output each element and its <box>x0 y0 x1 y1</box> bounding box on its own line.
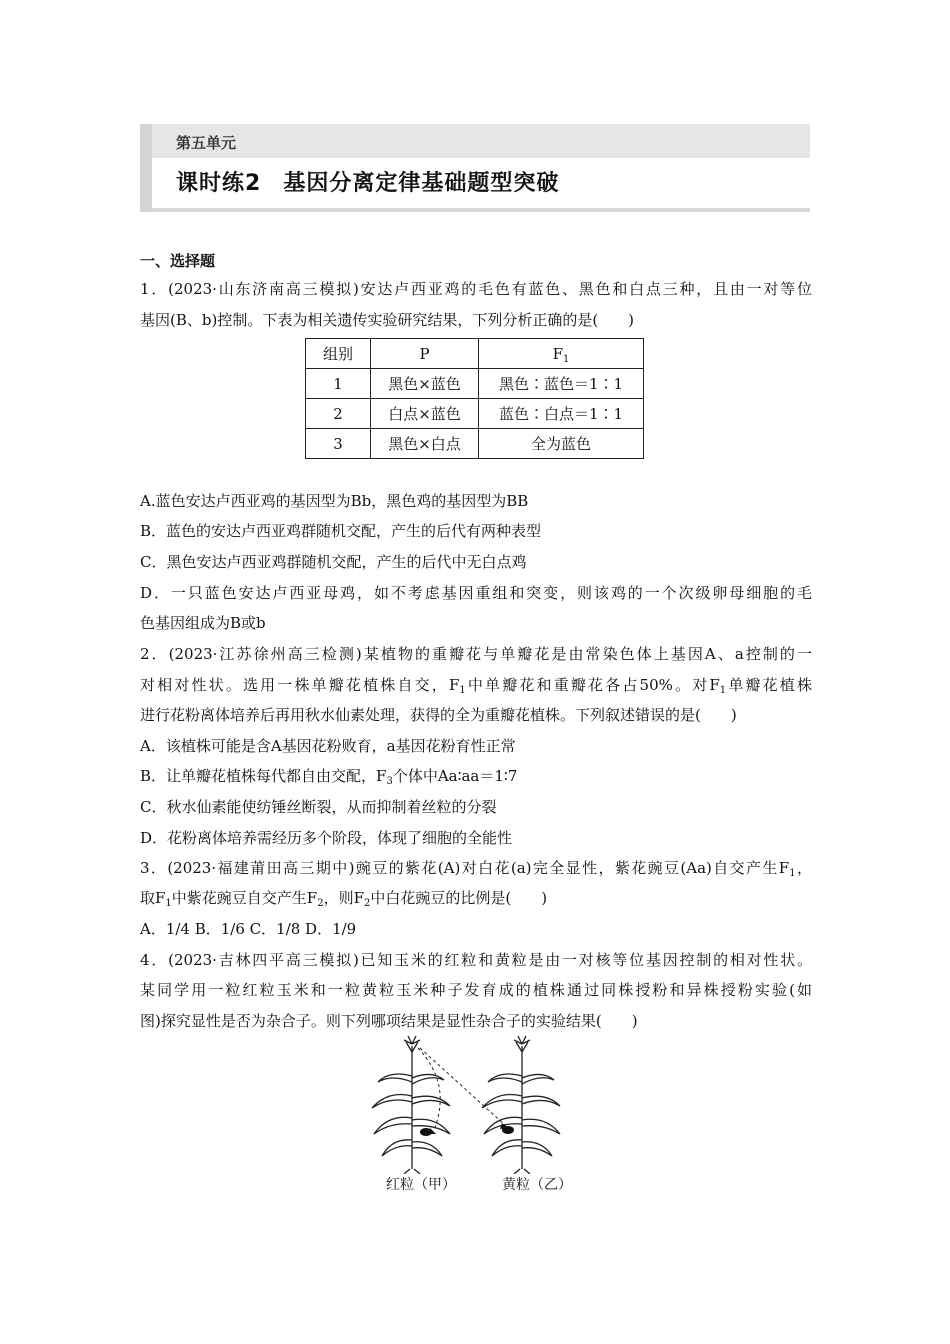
table-cell: 黑色×蓝色 <box>371 369 479 399</box>
q2-option-b-text-2: 个体中Aa∶aa＝1∶7 <box>392 767 518 785</box>
table-cell: 蓝色∶白点＝1∶1 <box>479 399 644 429</box>
q3-text-1b: ， <box>795 859 812 877</box>
pollination-arrows-icon <box>418 1048 506 1130</box>
corn-plants-illustration <box>360 1034 600 1174</box>
q2-option-c: C．秋水仙素能使纺锤丝断裂，从而抑制着丝粒的分裂 <box>140 798 497 816</box>
q3-line-2 <box>140 888 812 908</box>
q4-text-1: 已知玉米的红粒和黄粒是由一对核等位基因控制的相对性状。 <box>358 951 812 969</box>
q1-number: 1 <box>140 280 150 298</box>
q4-line-3: 图)探究显性是否为杂合子。则下列哪项结果是显性杂合子的实验结果( ) <box>140 1012 638 1030</box>
q1-option-d-line-1: D．一只蓝色安达卢西亚母鸡，如不考虑基因重组和突变，则该鸡的一个次级卵母细胞的毛 <box>140 584 812 602</box>
q2-text-1: 某植物的重瓣花与单瓣花是由常染色体上基因A、a控制的一 <box>361 645 812 663</box>
banner-bottom-line <box>152 208 810 212</box>
q2-text-2c: 单瓣花植株 <box>726 676 812 694</box>
q1-line-2: 基因(B、b)控制。下表为相关遗传实验研究结果，下列分析正确的是( ) <box>140 311 635 329</box>
table-row <box>306 399 644 429</box>
q2-number: 2 <box>140 645 150 663</box>
q1-option-d-line-2: 色基因组成为B或b <box>140 614 266 632</box>
q2-option-b-text-1: B．让单瓣花植株每代都自由交配，F <box>140 767 387 785</box>
banner-top-band <box>152 124 810 158</box>
subscript: 3 <box>386 776 393 787</box>
subscript: 1 <box>719 685 727 696</box>
table-row <box>306 429 644 459</box>
q4-source: (2023·吉林四平高三模拟) <box>168 951 359 969</box>
subscript: 2 <box>317 898 324 909</box>
q2-line-2 <box>140 675 812 695</box>
section-heading: 一、选择题 <box>140 252 216 270</box>
q2-source: (2023·江苏徐州高三检测) <box>168 645 362 663</box>
q2-option-a: A．该植株可能是含A基因花粉败育，a基因花粉育性正常 <box>140 737 516 755</box>
table-cell: 2 <box>306 399 371 429</box>
q1-option-b: B．蓝色的安达卢西亚鸡群随机交配，产生的后代有两种表型 <box>140 522 542 540</box>
q3-line-1: 3．(2023·福建莆田高三期中)豌豆的紫花(A)对白花(a)完全显性，紫花豌豆(Aa)自交产生$F_1$， <box>140 859 812 879</box>
banner-accent-bar <box>140 124 152 212</box>
table-cell: 黑色∶蓝色＝1∶1 <box>479 369 644 399</box>
q1-source: (2023·山东济南高三模拟) <box>168 280 359 298</box>
q2-line-3: 进行花粉离体培养后再用秋水仙素处理，获得的全为重瓣花植株。下列叙述错误的是( ) <box>140 706 737 724</box>
q3-text-2d: 中白花豌豆的比例是( ) <box>370 889 548 907</box>
table-row <box>306 369 644 399</box>
q2-option-d: D．花粉离体培养需经历多个阶段，体现了细胞的全能性 <box>140 829 513 847</box>
q2-text-2a: 对相对性状。选用一株单瓣花植株自交，F <box>140 676 460 694</box>
caption-yellow-kernel: 黄粒（乙） <box>502 1177 572 1193</box>
table-cell: 黑色×白点 <box>371 429 479 459</box>
genetics-table <box>305 338 644 459</box>
q2-option-b <box>140 766 812 786</box>
q4-line-2: 某同学用一粒红粒玉米和一粒黄粒玉米种子发育成的植株通过同株授粉和异株授粉实验(如 <box>140 981 812 999</box>
q1-option-c: C．黑色安达卢西亚鸡群随机交配，产生的后代中无白点鸡 <box>140 553 527 571</box>
corn-plant-right-icon <box>482 1036 560 1174</box>
table-cell: 3 <box>306 429 371 459</box>
caption-red-kernel: 红粒（甲） <box>386 1177 456 1193</box>
q4-number: 4 <box>140 951 150 969</box>
corn-plant-left-icon <box>372 1036 450 1174</box>
table-header-f1: $F_1$ <box>479 339 644 369</box>
table-header-p: P <box>371 339 479 369</box>
q3-text-1a: 豌豆的紫花(A)对白花(a)完全显性，紫花豌豆(Aa)自交产生F <box>354 859 790 877</box>
q3-options: A．1/4 B．1/6 C．1/8 D．1/9 <box>140 920 357 938</box>
lesson-title: 基因分离定律基础题型突破 <box>283 171 560 196</box>
subscript: 1 <box>789 868 796 879</box>
q3-source: (2023·福建莆田高三期中) <box>167 859 355 877</box>
subscript: 1 <box>459 685 466 696</box>
q3-number: 3 <box>140 859 150 877</box>
q1-option-a: A.蓝色安达卢西亚鸡的基因型为Bb，黑色鸡的基因型为BB <box>140 492 529 510</box>
table-cell: 1 <box>306 369 371 399</box>
q2-text-2b: 中单瓣花和重瓣花各占50%。对F <box>465 676 720 694</box>
unit-label: 第五单元 <box>176 134 237 152</box>
unit-banner <box>140 124 810 212</box>
q3-text-2a: 取F <box>140 889 166 907</box>
corn-pollination-figure <box>360 1034 600 1200</box>
q3-text-2c: ，则F <box>323 889 365 907</box>
table-cell: 全为蓝色 <box>479 429 644 459</box>
page-title <box>176 166 559 197</box>
table-header-row <box>306 339 644 369</box>
q4-line-1: 4．(2023·吉林四平高三模拟)已知玉米的红粒和黄粒是由一对核等位基因控制的相对性状。 <box>140 951 812 969</box>
q3-text-2b: 中紫花豌豆自交产生F <box>171 889 318 907</box>
table-header-group: 组别 <box>306 339 371 369</box>
lesson-label: 课时练2 <box>176 171 262 196</box>
table-cell: 白点×蓝色 <box>371 399 479 429</box>
q2-line-1: 2．(2023·江苏徐州高三检测)某植物的重瓣花与单瓣花是由常染色体上基因A、a控制的一 <box>140 645 812 663</box>
q1-text-1: 安达卢西亚鸡的毛色有蓝色、黑色和白点三种，且由一对等位 <box>358 280 812 298</box>
q1-line-1: 1．(2023·山东济南高三模拟)安达卢西亚鸡的毛色有蓝色、黑色和白点三种，且由一对等位 <box>140 280 812 298</box>
subscript: 2 <box>364 898 371 909</box>
subscript: 1 <box>165 898 172 909</box>
